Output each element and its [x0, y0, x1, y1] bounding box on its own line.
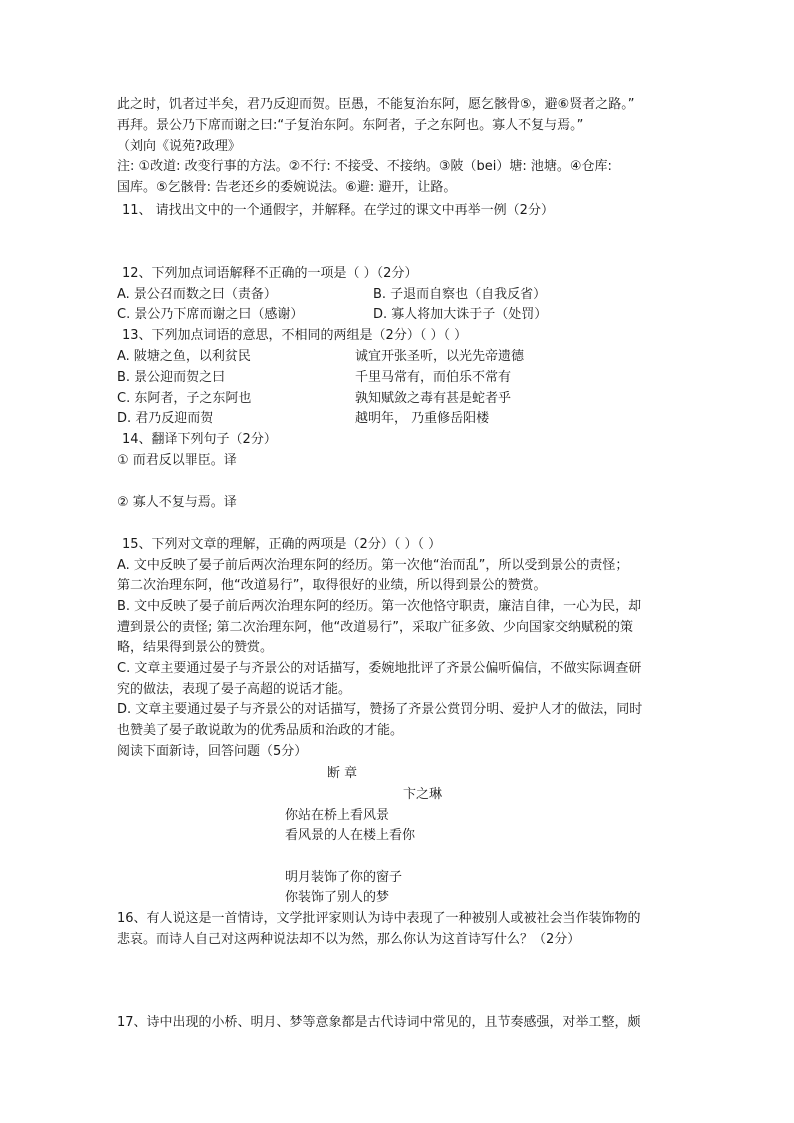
q15-line: D. 文章主要通过晏子与齐景公的对话描写，赞扬了齐景公赏罚分明、爱护人才的做法，同时	[117, 702, 643, 717]
q12-option-a: A. 景公召而数之曰（责备）	[117, 287, 277, 302]
question-17: 17、诗中出现的小桥、明月、梦等意象都是古代诗词中常见的，且节奏感强，对举工整，颇	[117, 1015, 641, 1030]
question-14-stem: 14、翻译下列句子（2分）	[122, 432, 277, 447]
q14-item-2: ② 寡人不复与焉。译	[117, 495, 237, 510]
q14-item-1: ① 而君反以罪臣。译	[117, 453, 237, 468]
q13-option-d-pair: 越明年， 乃重修岳阳楼	[355, 411, 490, 426]
q13-option-c-pair: 孰知赋敛之毒有甚是蛇者乎	[355, 391, 512, 406]
q15-line: C. 文章主要通过晏子与齐景公的对话描写，委婉地批评了齐景公偏听偏信，不做实际调查研	[117, 661, 642, 676]
q13-option-a-pair: 诚宜开张圣听，以光先帝遗德	[355, 349, 525, 364]
question-13-stem: 13、下列加点词语的意思，不相同的两组是（2分）（ ）（ ）	[122, 328, 468, 343]
q15-line: 也赞美了晏子敢说敢为的优秀品质和治政的才能。	[117, 723, 404, 738]
q12-option-d: D. 寡人将加大诛于子（处罚）	[373, 307, 548, 322]
question-16: 16、有人说这是一首情诗，文学批评家则认为诗中表现了一种被别人或被社会当作装饰物的	[117, 911, 641, 926]
poem-author: 卞之琳	[403, 787, 443, 802]
q13-option-b-pair: 千里马常有，而伯乐不常有	[355, 370, 512, 385]
poem-line: 明月装饰了你的窗子	[285, 870, 403, 885]
q15-line: A. 文中反映了晏子前后两次治理东阿的经历。第一次他“治而乱”，所以受到景公的责怪；	[117, 558, 629, 573]
q13-option-b: B. 景公迎而贺之曰	[117, 370, 226, 385]
poem-line: 你装饰了别人的梦	[285, 890, 390, 905]
q12-option-c: C. 景公乃下席而谢之曰（感谢）	[117, 307, 304, 322]
passage-line: 此之时，饥者过半矣，君乃反迎而贺。臣愚，不能复治东阿，愿乞骸骨⑤，避⑥贤者之路。”	[117, 97, 635, 112]
annotation-line: 注: ①改道: 改变行事的方法。②不行: 不接受、不接纳。③陂（bei）塘: 池塘。④仓库:	[117, 159, 612, 174]
poem-line: 看风景的人在楼上看你	[285, 828, 416, 843]
q13-option-a: A. 陂塘之鱼，以利贫民	[117, 349, 251, 364]
poem-intro: 阅读下面新诗，回答问题（5分）	[117, 744, 308, 759]
q15-line: 究的做法，表现了晏子高超的说话才能。	[117, 682, 352, 697]
question-11: 11、 请找出文中的一个通假字，并解释。在学过的课文中再举一例（2分）	[122, 203, 554, 218]
annotation-line: 国库。⑤乞骸骨: 告老还乡的委婉说法。⑥避: 避开，让路。	[117, 180, 457, 195]
question-15-stem: 15、下列对文章的理解，正确的两项是（2分）（ ）（ ）	[122, 537, 442, 552]
source-citation: （刘向《说苑?政理》	[117, 139, 241, 154]
question-12-stem: 12、下列加点词语解释不正确的一项是（ ）（2分）	[122, 266, 418, 281]
q12-option-b: B. 子退而自察也（自我反省）	[373, 287, 547, 302]
question-16-cont: 悲哀。而诗人自己对这两种说法却不以为然，那么你认为这首诗写什么？（2分）	[117, 932, 581, 947]
q15-line: 遭到景公的责怪; 第二次治理东阿，他“改道易行”，采取广征多敛、少向国家交纳赋税的策	[117, 620, 633, 635]
q15-line: 第二次治理东阿，他“改道易行”，取得很好的业绩，所以得到景公的赞赏。	[117, 578, 547, 593]
poem-title: 断 章	[327, 766, 358, 781]
q13-option-d: D. 君乃反迎而贺	[117, 411, 214, 426]
q15-line: 略，结果得到景公的赞赏。	[117, 640, 274, 655]
passage-line: 再拜。景公乃下席而谢之曰:“子复治东阿。东阿者，子之东阿也。寡人不复与焉。”	[117, 118, 584, 133]
q13-option-c: C. 东阿者，子之东阿也	[117, 391, 252, 406]
poem-line: 你站在桥上看风景	[285, 808, 390, 823]
q15-line: B. 文中反映了晏子前后两次治理东阿的经历。第一次他恪守职责，廉洁自律，一心为民，却	[117, 599, 642, 614]
